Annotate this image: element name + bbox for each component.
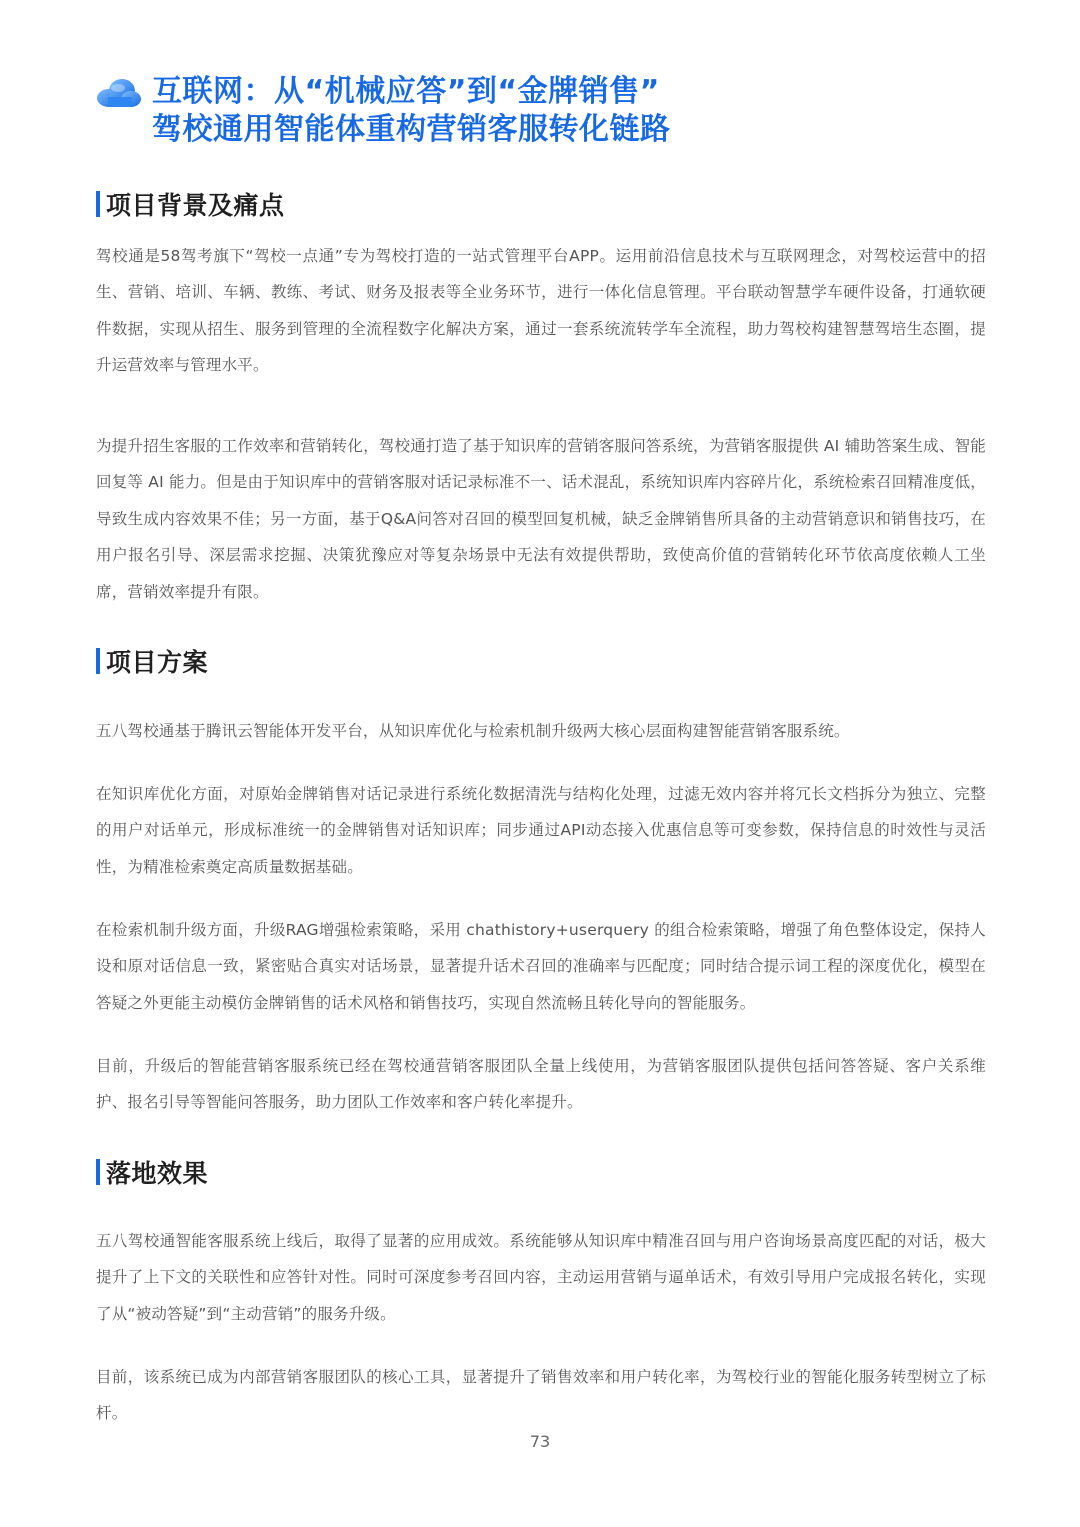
paragraph-background-2: 为提升招生客服的工作效率和营销转化，驾校通打造了基于知识库的营销客服问答系统，为营销客服提供 AI 辅助答案生成、智能回复等 AI 能力。但是由于知识库中的营销客服对话记录标准不一、话术混乱，系统知识库内容碎片化，系统检索召回精准度低，导致生成内容效果不佳；另一方面，基于Q&A问答对召回的模型回复机械，缺乏金牌销售所具备的主动营销意识和销售技巧，在用户报名引导、深层需求挖掘、决策犹豫应对等复杂场景中无法有效提供帮助，致使高价值的营销转化环节依高度依赖人工坐席，营销效率提升有限。 [96, 437, 986, 601]
paragraph-solution-2: 在知识库优化方面，对原始金牌销售对话记录进行系统化数据清洗与结构化处理，过滤无效内容并将冗长文档拆分为独立、完整的用户对话单元，形成标准统一的金牌销售对话知识库；同步通过API动态接入优惠信息等可变参数，保持信息的时效性与灵活性，为精准检索奠定高质量数据基础。 [96, 785, 986, 876]
heading-accent-bar [96, 191, 100, 217]
section-heading-text: 落地效果 [106, 1159, 209, 1188]
page-number: 73 [529, 1432, 551, 1451]
section-heading-results [96, 1156, 208, 1188]
paragraph-results-2: 目前，该系统已成为内部营销客服团队的核心工具，显著提升了销售效率和用户转化率，为驾校行业的智能化服务转型树立了标杆。 [96, 1368, 986, 1423]
paragraph-solution-3: 在检索机制升级方面，升级RAG增强检索策略，采用 chathistory+userquery 的组合检索策略，增强了角色整体设定，保持人设和原对话信息一致，紧密贴合真实对话场景，显著提升话术召回的准确率与匹配度；同时结合提示词工程的深度优化，模型在答疑之外更能主动模仿金牌销售的话术风格和销售技巧，实现自然流畅且转化导向的智能服务。 [96, 921, 986, 1012]
paragraph-solution-1: 五八驾校通基于腾讯云智能体开发平台，从知识库优化与检索机制升级两大核心层面构建智能营销客服系统。 [96, 722, 850, 740]
paragraph-background-1: 驾校通是58驾考旗下“驾校一点通”专为驾校打造的一站式管理平台APP。运用前沿信息技术与互联网理念，对驾校运营中的招生、营销、培训、车辆、教练、考试、财务及报表等全业务环节，进行一体化信息管理。平台联动智慧学车硬件设备，打通软硬件数据，实现从招生、服务到管理的全流程数字化解决方案，通过一套系统流转学车全流程，助力驾校构建智慧驾培生态圈，提升运营效率与管理水平。 [96, 247, 986, 375]
paragraph-results-1: 五八驾校通智能客服系统上线后，取得了显著的应用成效。系统能够从知识库中精准召回与用户咨询场景高度匹配的对话，极大提升了上下文的关联性和应答针对性。同时可深度参考召回内容，主动运用营销与逼单话术，有效引导用户完成报名转化，实现了从“被动答疑”到“主动营销”的服务升级。 [96, 1232, 986, 1323]
section-heading-background [96, 188, 285, 220]
section-heading-text: 项目背景及痛点 [106, 191, 285, 220]
heading-accent-bar [96, 648, 100, 674]
section-heading-solution [96, 645, 208, 677]
page-title-line-2: 驾校通用智能体重构营销客服转化链路 [152, 112, 671, 147]
heading-accent-bar [96, 1159, 100, 1185]
paragraph-solution-4: 目前，升级后的智能营销客服系统已经在驾校通营销客服团队全量上线使用，为营销客服团队提供包括问答答疑、客户关系维护、报名引导等智能问答服务，助力团队工作效率和客户转化率提升。 [96, 1057, 986, 1112]
page-title-line-1: 互联网：从“机械应答”到“金牌销售” [152, 74, 660, 109]
cloud-icon [96, 78, 142, 108]
section-heading-text: 项目方案 [106, 648, 209, 677]
